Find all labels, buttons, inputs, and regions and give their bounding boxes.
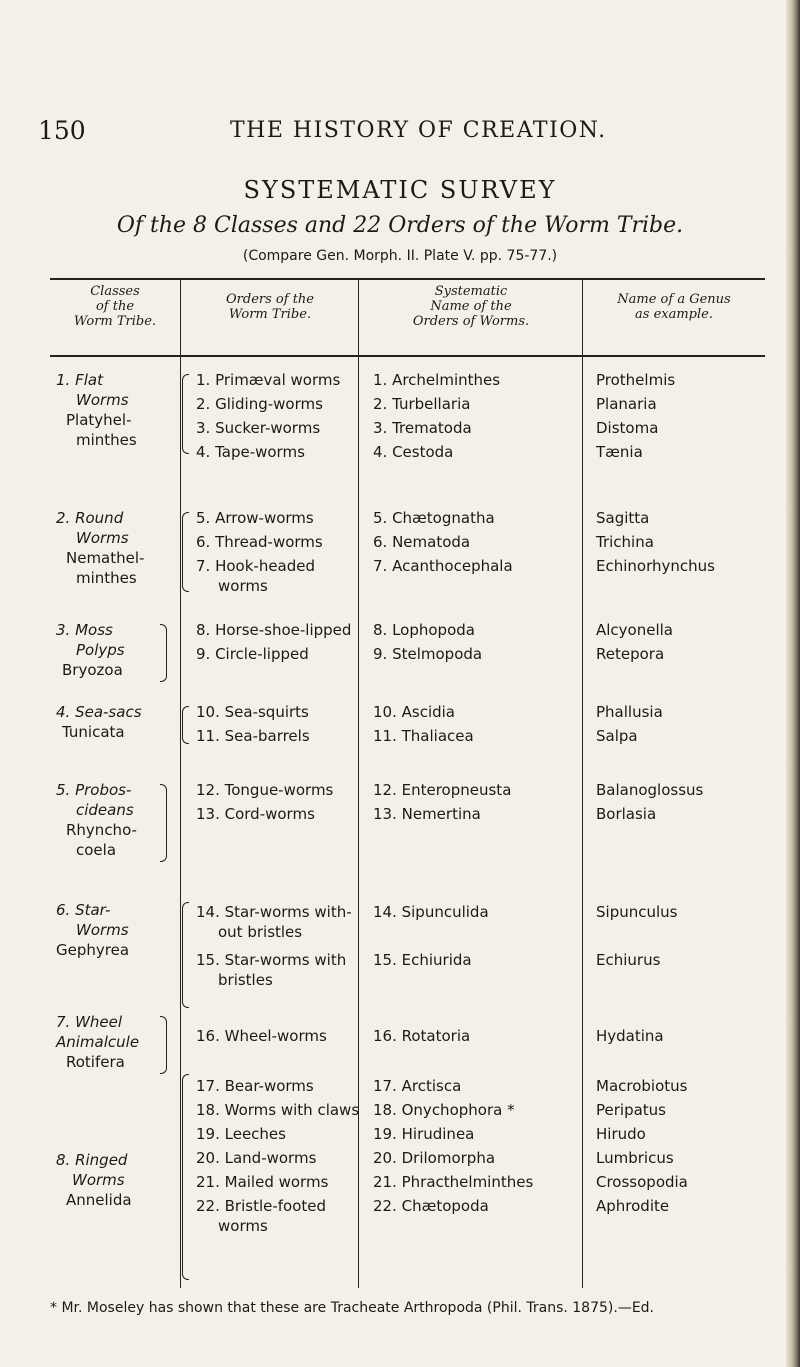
- class-6: 6. Star- Worms Gephyrea: [56, 901, 130, 959]
- order-name-continued: out bristles: [218, 923, 303, 941]
- systematic-name: 7. Acanthocephala: [373, 557, 513, 575]
- table-header-rule: [50, 355, 765, 357]
- order-name: 7. Hook-headed: [196, 557, 316, 575]
- genus-example: Aphrodite: [596, 1197, 670, 1215]
- column-divider-2: [358, 278, 359, 1288]
- order-name: 16. Wheel-worms: [196, 1027, 327, 1045]
- genus-example: Peripatus: [596, 1101, 666, 1119]
- systematic-name: 20. Drilomorpha: [373, 1149, 496, 1167]
- systematic-name: 11. Thaliacea: [373, 727, 474, 745]
- genus-example: Trichina: [596, 533, 654, 551]
- genus-example: Macrobiotus: [596, 1077, 688, 1095]
- order-name: 20. Land-worms: [196, 1149, 317, 1167]
- genus-example: Sipunculus: [596, 903, 678, 921]
- systematic-name: 16. Rotatoria: [373, 1027, 471, 1045]
- column-divider-3: [582, 278, 583, 1288]
- order-name: 12. Tongue-worms: [196, 781, 334, 799]
- order-name: 5. Arrow-worms: [196, 509, 314, 527]
- order-name-continued: worms: [218, 1217, 268, 1235]
- genus-example: Lumbricus: [596, 1149, 674, 1167]
- table-top-rule: [50, 278, 765, 280]
- order-name: 8. Horse-shoe-lipped: [196, 621, 352, 639]
- running-title: THE HISTORY OF CREATION.: [230, 118, 607, 143]
- systematic-name: 1. Archelminthes: [373, 371, 501, 389]
- running-header: [30, 116, 770, 150]
- systematic-name: 13. Nemertina: [373, 805, 481, 823]
- class-1: 1. Flat Worms Platyhel- minthes: [56, 371, 137, 449]
- genus-example: Balanoglossus: [596, 781, 704, 799]
- genus-example: Borlasia: [596, 805, 657, 823]
- header-genus: Name of a Genus as example.: [617, 292, 731, 322]
- order-name: 15. Star-worms with: [196, 951, 347, 969]
- genus-example: Prothelmis: [596, 371, 676, 389]
- order-name: 21. Mailed worms: [196, 1173, 329, 1191]
- systematic-name: 6. Nematoda: [373, 533, 471, 551]
- systematic-name: 22. Chætopoda: [373, 1197, 489, 1215]
- systematic-name: 2. Turbellaria: [373, 395, 471, 413]
- systematic-name: 12. Enteropneusta: [373, 781, 512, 799]
- genus-example: Phallusia: [596, 703, 663, 721]
- genus-example: Salpa: [596, 727, 638, 745]
- systematic-name: 14. Sipunculida: [373, 903, 489, 921]
- brace-class-2: [182, 512, 189, 592]
- order-name-continued: worms: [218, 577, 268, 595]
- order-name: 22. Bristle-footed: [196, 1197, 327, 1215]
- brace-class-3: [160, 624, 167, 682]
- page-edge-shadow: [786, 0, 800, 1367]
- order-name: 3. Sucker-worms: [196, 419, 321, 437]
- genus-example: Alcyonella: [596, 621, 673, 639]
- order-name: 11. Sea-barrels: [196, 727, 310, 745]
- systematic-name: 9. Stelmopoda: [373, 645, 483, 663]
- order-name: 18. Worms with claws: [196, 1101, 360, 1119]
- table-subtitle: Of the 8 Classes and 22 Orders of the Worm Tribe.: [116, 213, 684, 238]
- order-name: 9. Circle-lipped: [196, 645, 309, 663]
- genus-example: Retepora: [596, 645, 665, 663]
- class-8: 8. Ringed Worms Annelida: [56, 1151, 132, 1209]
- class-5: 5. Probos- cideans Rhyncho- coela: [56, 781, 137, 859]
- header-systematic: Systematic Name of the Orders of Worms.: [412, 284, 530, 329]
- order-name: 6. Thread-worms: [196, 533, 323, 551]
- systematic-name: 10. Ascidia: [373, 703, 455, 721]
- brace-class-6: [182, 902, 189, 1008]
- page-number: 150: [38, 116, 86, 145]
- header-orders: Orders of the Worm Tribe.: [226, 292, 314, 322]
- genus-example: Distoma: [596, 419, 659, 437]
- compare-note: (Compare Gen. Morph. II. Plate V. pp. 75-77.): [242, 248, 558, 264]
- systematic-name: 15. Echiurida: [373, 951, 472, 969]
- order-name: 17. Bear-worms: [196, 1077, 314, 1095]
- class-4: 4. Sea-sacs Tunicata: [56, 703, 142, 741]
- table-title: SYSTEMATIC SURVEY: [243, 176, 557, 204]
- order-name: 10. Sea-squirts: [196, 703, 309, 721]
- systematic-name: 19. Hirudinea: [373, 1125, 475, 1143]
- genus-example: Hirudo: [596, 1125, 646, 1143]
- header-classes: Classes of the Worm Tribe.: [73, 284, 157, 329]
- class-7: 7. Wheel Animalcule Rotifera: [56, 1013, 140, 1071]
- systematic-name: 18. Onychophora *: [373, 1101, 515, 1119]
- systematic-name: 5. Chætognatha: [373, 509, 495, 527]
- systematic-name: 17. Arctisca: [373, 1077, 462, 1095]
- genus-example: Sagitta: [596, 509, 650, 527]
- systematic-name: 4. Cestoda: [373, 443, 454, 461]
- brace-class-7: [160, 1016, 167, 1074]
- order-name: 14. Star-worms with-: [196, 903, 352, 921]
- brace-class-4: [182, 706, 189, 744]
- systematic-name: 21. Phracthelminthes: [373, 1173, 534, 1191]
- order-name: 19. Leeches: [196, 1125, 286, 1143]
- order-name: 4. Tape-worms: [196, 443, 305, 461]
- genus-example: Hydatina: [596, 1027, 664, 1045]
- systematic-name: 8. Lophopoda: [373, 621, 475, 639]
- genus-example: Echiurus: [596, 951, 661, 969]
- systematic-name: 3. Trematoda: [373, 419, 472, 437]
- class-2: 2. Round Worms Nemathel- minthes: [56, 509, 145, 587]
- genus-example: Tænia: [596, 443, 643, 461]
- class-3: 3. Moss Polyps Bryozoa: [56, 621, 125, 679]
- genus-example: Crossopodia: [596, 1173, 688, 1191]
- order-name: 2. Gliding-worms: [196, 395, 323, 413]
- order-name-continued: bristles: [218, 971, 273, 989]
- brace-class-8: [182, 1074, 189, 1280]
- genus-example: Echinorhynchus: [596, 557, 715, 575]
- genus-example: Planaria: [596, 395, 657, 413]
- footnote: * Mr. Moseley has shown that these are Tracheate Arthropoda (Phil. Trans. 1875).—Ed.: [50, 1300, 654, 1316]
- order-name: 1. Primæval worms: [196, 371, 341, 389]
- order-name: 13. Cord-worms: [196, 805, 315, 823]
- brace-class-1: [182, 374, 189, 454]
- brace-class-5: [160, 784, 167, 862]
